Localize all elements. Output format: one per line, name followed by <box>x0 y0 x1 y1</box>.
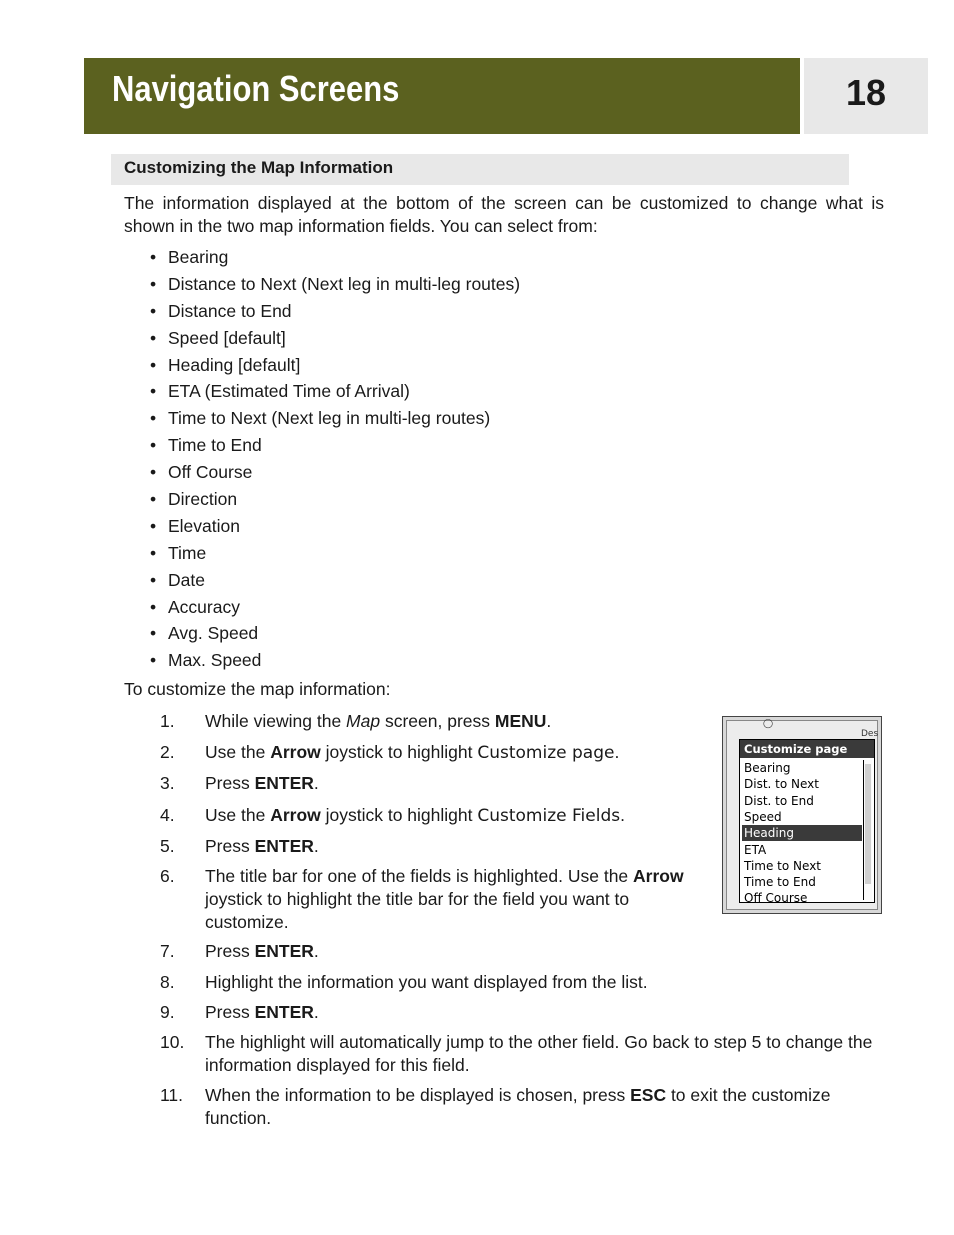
step-text-run: Use the <box>205 742 271 762</box>
bullet-icon: • <box>150 462 157 483</box>
bullet-icon: • <box>150 542 157 563</box>
device-menu-item[interactable]: Dist. to End <box>744 793 814 808</box>
bullet-icon: • <box>150 596 157 617</box>
step-text-run: joystick to highlight <box>320 805 478 825</box>
step-text-run: Use the <box>205 805 271 825</box>
option-label: Accuracy <box>168 596 240 617</box>
option-label: Max. Speed <box>168 650 262 671</box>
option-label: Elevation <box>168 515 240 536</box>
bullet-icon: • <box>150 354 157 375</box>
device-menu-item[interactable]: Dist. to Next <box>744 777 819 792</box>
step-text-run: . <box>620 805 625 825</box>
option-label: Distance to Next (Next leg in multi-leg routes) <box>168 273 521 294</box>
option-item <box>150 594 520 621</box>
device-screen <box>726 720 878 910</box>
step-text-run: Press <box>205 836 255 856</box>
option-item <box>150 513 520 540</box>
option-item <box>150 325 520 352</box>
option-item <box>150 378 520 405</box>
step-number: 4. <box>160 805 175 825</box>
step-text <box>205 741 619 765</box>
step-text-run: joystick to highlight <box>320 742 478 762</box>
key-name: Arrow <box>270 742 321 762</box>
step-text-run: While viewing the <box>205 711 347 731</box>
step-text <box>205 772 319 795</box>
device-screenshot <box>722 716 882 914</box>
section-title: Customizing the Map Information <box>124 158 394 177</box>
customize-page-menu <box>739 739 875 903</box>
step-text-run: Press <box>205 1002 255 1022</box>
step-text-run: When the information to be displayed is chosen, press <box>205 1085 631 1105</box>
menu-title: Customize page <box>740 740 874 758</box>
option-item <box>150 620 520 647</box>
option-label: Speed [default] <box>168 327 286 348</box>
device-menu-item[interactable]: Bearing <box>744 761 791 775</box>
option-item <box>150 298 520 325</box>
bullet-icon: • <box>150 650 157 671</box>
step-text-run: screen, press <box>380 711 495 731</box>
menu-option-name: Customize Fields <box>477 806 621 826</box>
step-text <box>205 1001 319 1024</box>
option-item <box>150 271 520 298</box>
step-number: 1. <box>160 711 175 731</box>
step-text-run: Highlight the information you want displayed from the list. <box>205 972 648 992</box>
key-name: ESC <box>630 1085 667 1105</box>
step-number: 9. <box>160 1002 175 1022</box>
step-text-run: . <box>614 742 620 762</box>
option-label: Bearing <box>168 247 229 267</box>
key-name: MENU <box>494 711 547 731</box>
option-label: Avg. Speed <box>168 623 259 644</box>
page-number: 18 <box>845 72 887 113</box>
screen-name: Map <box>346 711 381 731</box>
bullet-icon: • <box>150 408 157 429</box>
key-name: ENTER <box>254 836 314 856</box>
step-number: 3. <box>160 773 175 793</box>
device-menu-item[interactable]: Time to End <box>744 875 816 890</box>
step-number: 7. <box>160 941 175 961</box>
step-number: 10. <box>160 1032 185 1052</box>
step-number: 6. <box>160 866 175 886</box>
bullet-icon: • <box>150 381 157 402</box>
step-text-run: The title bar for one of the fields is highlighted. Use the <box>205 866 634 886</box>
option-label: ETA (Estimated Time of Arrival) <box>168 381 410 402</box>
step-text-run: Press <box>205 941 255 961</box>
step-text <box>205 835 319 858</box>
step-text <box>205 865 705 934</box>
menu-scrollbar[interactable] <box>863 760 872 900</box>
step-text <box>205 1084 875 1130</box>
step-number: 11. <box>160 1085 184 1105</box>
customize-intro: To customize the map information: <box>124 679 391 699</box>
step-text <box>205 710 551 733</box>
bullet-icon: • <box>150 569 157 590</box>
step-text-run: Press <box>205 773 255 793</box>
device-menu-item[interactable]: Heading <box>742 825 862 841</box>
option-item <box>150 244 520 271</box>
option-item <box>150 647 520 674</box>
key-name: ENTER <box>254 941 314 961</box>
device-menu-item[interactable]: Off Course <box>744 891 808 903</box>
option-item <box>150 486 520 513</box>
step-text-run: . <box>313 1002 319 1022</box>
option-label: Off Course <box>168 462 253 483</box>
step-text <box>205 971 648 994</box>
option-label: Direction <box>168 489 238 510</box>
chapter-title: Navigation Screens <box>112 68 400 109</box>
option-item <box>150 405 520 432</box>
bullet-icon: • <box>150 515 157 536</box>
key-name: Arrow <box>633 866 684 886</box>
intro-paragraph: The information displayed at the bottom of the screen can be customized to change what is shown in the two map information fields. You can select from: <box>124 193 884 236</box>
key-name: Arrow <box>270 805 321 825</box>
bullet-icon: • <box>150 623 157 644</box>
section-header-bar <box>111 154 849 185</box>
map-label-fragment: Des <box>861 729 879 739</box>
bullet-icon: • <box>150 489 157 510</box>
option-item <box>150 459 520 486</box>
option-label: Time <box>168 542 207 563</box>
step-text-run: . <box>313 836 319 856</box>
step-text-run: to exit the customize function. <box>205 1085 831 1128</box>
option-label: Time to Next (Next leg in multi-leg routes) <box>168 408 491 429</box>
bullet-icon: • <box>150 300 157 321</box>
key-name: ENTER <box>254 1002 314 1022</box>
option-label: Time to End <box>168 435 262 456</box>
page-number-box <box>804 58 928 134</box>
option-item <box>150 567 520 594</box>
step-text-run: joystick to highlight the title bar for the field you want to customize. <box>205 889 630 932</box>
step-number: 5. <box>160 836 175 856</box>
menu-option-name: Customize page <box>477 743 615 763</box>
key-name: ENTER <box>254 773 314 793</box>
option-item <box>150 432 520 459</box>
option-item <box>150 540 520 567</box>
device-menu-item[interactable]: ETA <box>744 842 767 857</box>
bullet-icon: • <box>150 273 157 294</box>
step-text <box>205 940 319 963</box>
menu-scroll-thumb[interactable] <box>865 764 871 884</box>
option-label: Date <box>168 569 205 590</box>
step-number: 8. <box>160 972 175 992</box>
map-marker-icon: ◯ <box>763 719 774 729</box>
step-text <box>205 1031 875 1077</box>
bullet-icon: • <box>150 247 157 267</box>
option-item <box>150 352 520 379</box>
step-text <box>205 804 625 828</box>
option-label: Distance to End <box>168 300 292 321</box>
options-list <box>150 244 520 674</box>
option-label: Heading [default] <box>168 354 301 375</box>
chapter-header-bar <box>84 58 800 134</box>
device-menu-item[interactable]: Speed <box>744 809 782 824</box>
bullet-icon: • <box>150 327 157 348</box>
device-menu-item[interactable]: Time to Next <box>744 858 821 873</box>
step-text-run: . <box>546 711 552 731</box>
step-text-run: The highlight will automatically jump to the other field. Go back to step 5 to change the information displayed for this field. <box>205 1032 873 1075</box>
step-number: 2. <box>160 742 175 762</box>
bullet-icon: • <box>150 435 157 456</box>
step-text-run: . <box>313 941 319 961</box>
step-text-run: . <box>313 773 319 793</box>
